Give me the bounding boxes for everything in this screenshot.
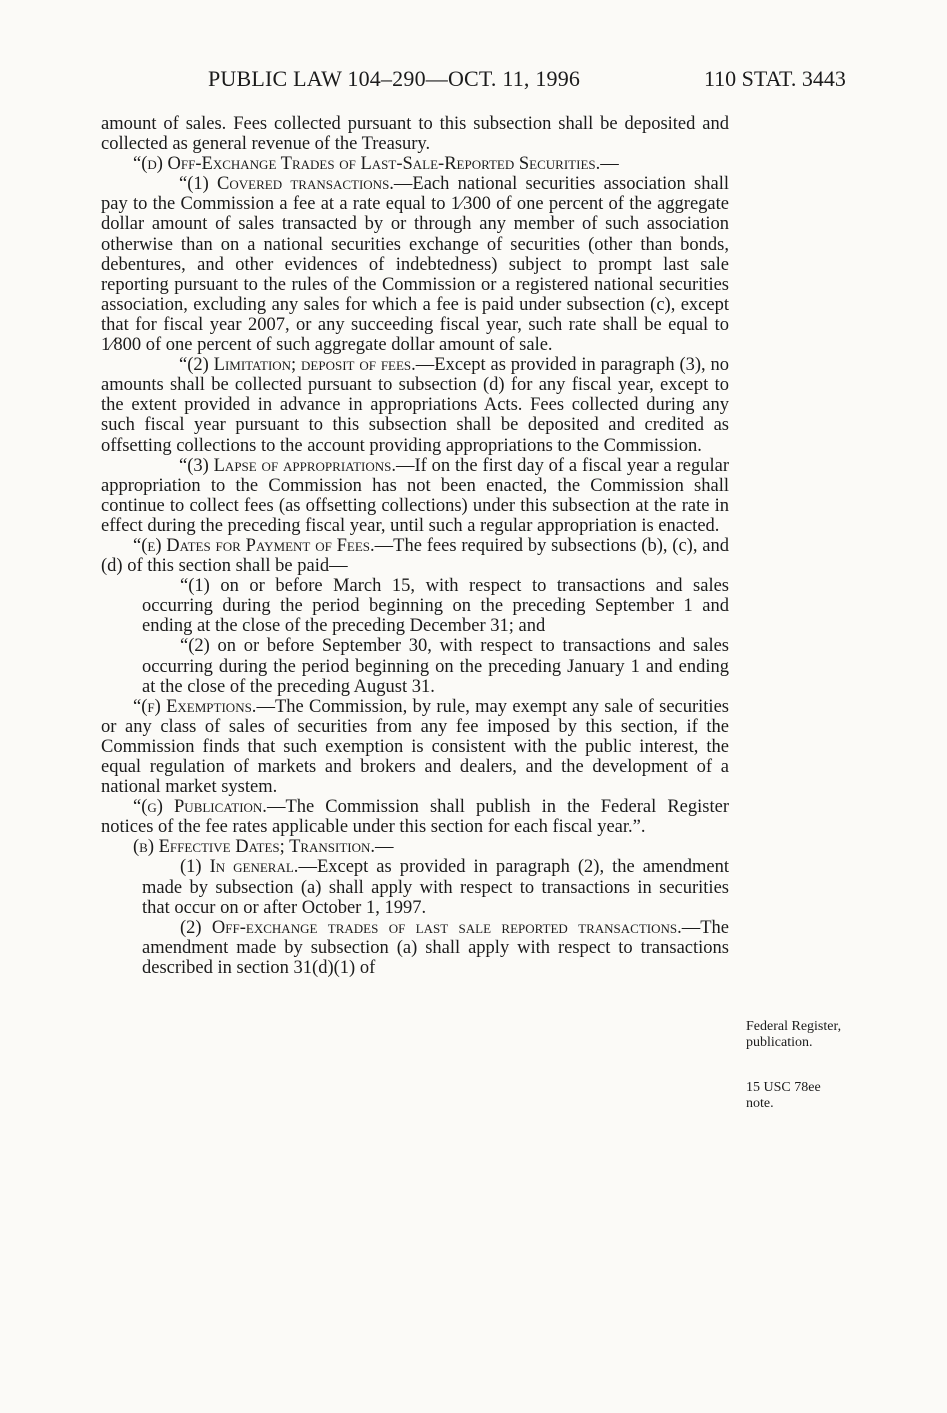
paragraph-d2-heading: “(2) Limitation; deposit of fees. (179, 355, 416, 376)
subsection-g-heading: “(g) Publication. (133, 797, 267, 818)
subsection-f-heading: “(f) Exemptions. (133, 696, 257, 717)
paragraph-d3 (101, 456, 729, 536)
paragraph-e2: “(2) on or before September 30, with respect to transactions and sales occurring during the period beginning on the preceding January 1 and ending at the close of the preceding August 31. (142, 636, 729, 697)
paragraph-b2 (101, 918, 729, 978)
paragraph-continuation: amount of sales. Fees collected pursuant to this subsection shall be deposited and collected as general revenue of the Treasury. (101, 114, 729, 155)
subsection-e-heading: “(e) Dates for Payment of Fees. (133, 535, 375, 556)
margin-note-federal-register (746, 1019, 841, 1051)
paragraph-d1-heading: “(1) Covered transactions. (179, 174, 394, 195)
paragraph-b2-text: —The amendment made by subsection (a) shall apply with respect to transactions described in section 31(d)(1) of (142, 917, 729, 978)
paragraph-b2-heading: (2) Off-exchange trades of last sale reported transactions. (180, 917, 682, 938)
subsection-g-text: —The Commission shall publish in the Federal Register notices of the fee rates applicable under this section for each fiscal year.”. (101, 797, 729, 838)
subsection-b-heading-text: (b) Effective Dates; Transition.— (133, 837, 394, 858)
subsection-b-heading (101, 837, 729, 857)
page-header-stat: 110 STAT. 3443 (704, 66, 846, 91)
subsection-d-heading-text: “(d) Off-Exchange Trades of Last-Sale-Reported Securities.— (133, 154, 619, 175)
paragraph-d1 (101, 174, 729, 355)
paragraph-b1-heading: (1) In general. (180, 857, 299, 878)
subsection-d-heading (101, 154, 729, 174)
paragraph-d3-text: —If on the first day of a fiscal year a regular appropriation to the Commission has not been enacted, the Commission shall continue to collect fees (as offsetting collections) under this subsection at the rate in effect during the preceding fiscal year, until such a regular appropriation is enacted. (101, 455, 729, 536)
paragraph-e1: “(1) on or before March 15, with respect to transactions and sales occurring during the period beginning on the preceding September 1 and ending at the close of the preceding December 31; and (142, 576, 729, 637)
subsection-e-text: —The fees required by subsections (b), (c), and (d) of this section shall be paid— (101, 535, 730, 577)
subsection-f-text: —The Commission, by rule, may exempt any sale of securities or any class of sales of securities from any fee imposed by this section, if the Commission finds that such exemption is consistent with the public interest, the equal regulation of markets and brokers and dealers, and the development of a national market system. (101, 696, 729, 798)
subsection-e (101, 536, 729, 576)
margin-note-usc-citation (746, 1080, 821, 1112)
paragraph-b1-text: —Except as provided in paragraph (2), the amendment made by subsection (a) shall apply with respect to transactions in securities that occur on or after October 1, 1997. (142, 857, 730, 918)
subsection-f (101, 697, 729, 797)
statute-body (101, 114, 729, 978)
margin-note-line: 15 USC 78ee (746, 1080, 821, 1095)
paragraph-d1-text: —Each national securities association shall pay to the Commission a fee at a rate equal to 1⁄300 of one percent of the aggregate dollar amount of sales transacted by or through any member of such association otherwise than on a national securities exchange of securities (other than bonds, debentures, and other evidences of indebtedness) subject to prompt last sale reporting pursuant to the rules of the Commission or a registered national securities association, excluding any sales for which a fee is paid under subsection (c), except that for fiscal year 2007, or any succeeding fiscal year, such rate shall be equal to 1⁄800 of one percent of such aggregate dollar amount of sale. (101, 174, 729, 356)
subsection-g (101, 797, 729, 837)
margin-note-line: publication. (746, 1035, 813, 1050)
page-header-title: PUBLIC LAW 104–290—OCT. 11, 1996 (208, 66, 581, 91)
paragraph-d3-heading: “(3) Lapse of appropriations. (179, 455, 397, 476)
paragraph-b1 (101, 857, 729, 917)
margin-note-line: Federal Register, (746, 1019, 842, 1034)
margin-note-line: note. (746, 1096, 774, 1111)
paragraph-d2-text: —Except as provided in paragraph (3), no amounts shall be collected pursuant to subsection (d) for any fiscal year, except to the extent provided in advance in appropriations Acts. Fees collected during any such fiscal year pursuant to this subsection shall be deposited and credited as offsetting collections to the account providing appropriations to the Commission. (101, 355, 730, 456)
paragraph-d2 (101, 355, 729, 455)
